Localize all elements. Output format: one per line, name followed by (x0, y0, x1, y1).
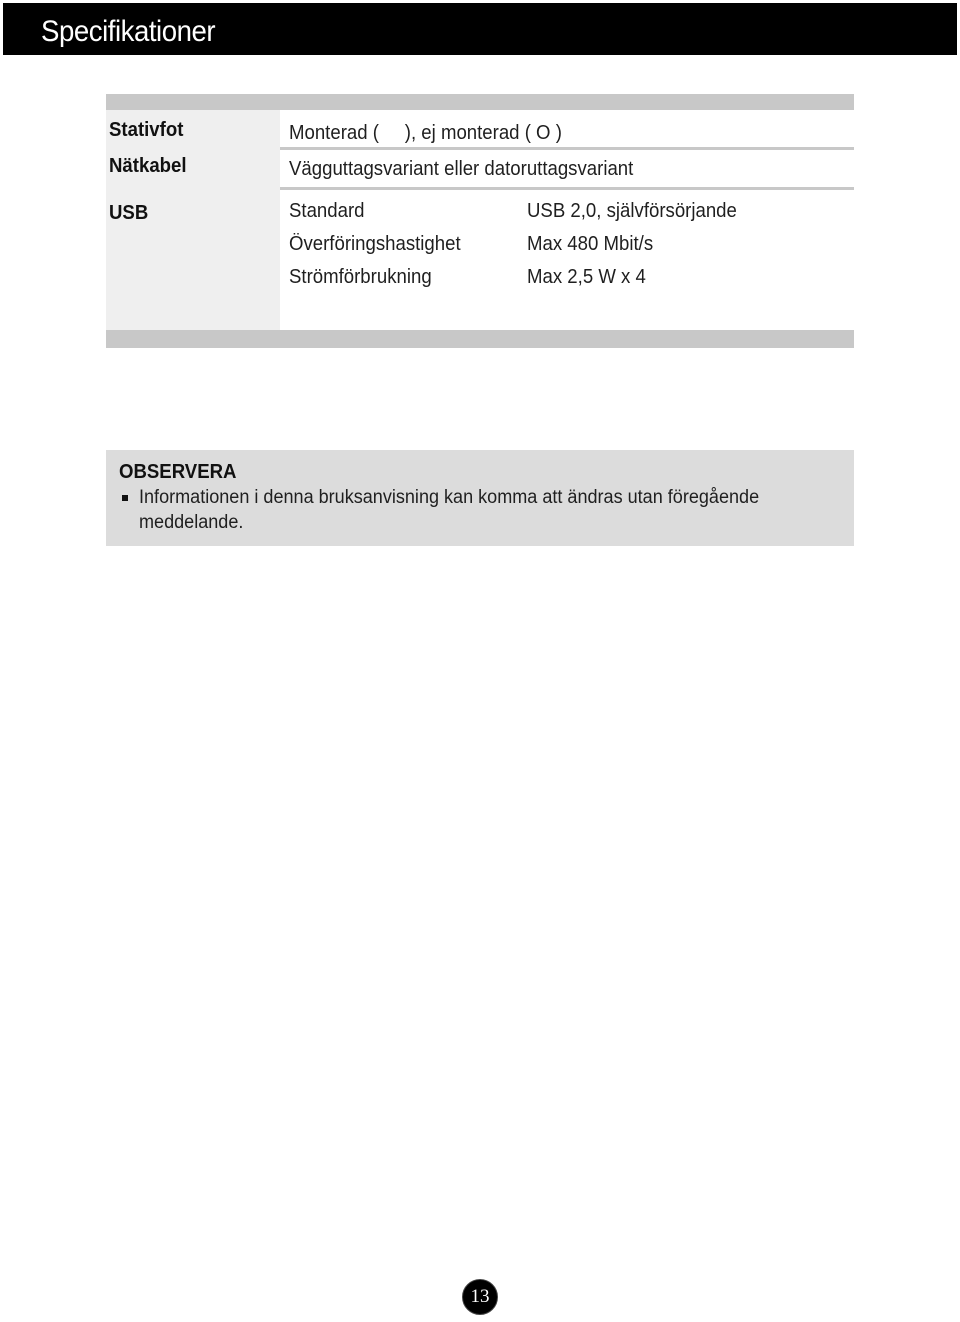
usb-power-value: Max 2,5 W x 4 (527, 266, 646, 288)
natkabel-label: Nätkabel (109, 155, 187, 177)
stativfot-value: Monterad ( ), ej monterad ( O ) (289, 122, 562, 144)
natkabel-value: Vägguttagsvariant eller datoruttagsvariant (289, 158, 634, 180)
usb-label: USB (109, 202, 149, 224)
note-box (106, 450, 854, 546)
usb-power-name: Strömförbrukning (289, 266, 432, 288)
note-title: OBSERVERA (119, 461, 237, 483)
row-divider (280, 147, 854, 150)
header-bar (3, 3, 957, 55)
row-divider (280, 187, 854, 190)
usb-speed-value: Max 480 Mbit/s (527, 233, 654, 255)
note-text: Informationen i denna bruksanvisning kan komma att ändras utan föregående meddelande. (139, 487, 760, 533)
page-number: 13 (462, 1279, 498, 1315)
page-title: Specifikationer (41, 15, 216, 48)
usb-standard-name: Standard (289, 200, 365, 222)
table-top-band (106, 94, 854, 110)
spec-table (106, 94, 854, 348)
usb-speed-name: Överföringshastighet (289, 233, 461, 255)
table-bottom-band (106, 330, 854, 348)
bullet-square-icon (122, 495, 128, 501)
stativfot-label: Stativfot (109, 119, 184, 141)
usb-standard-value: USB 2,0, självförsörjande (527, 200, 737, 222)
